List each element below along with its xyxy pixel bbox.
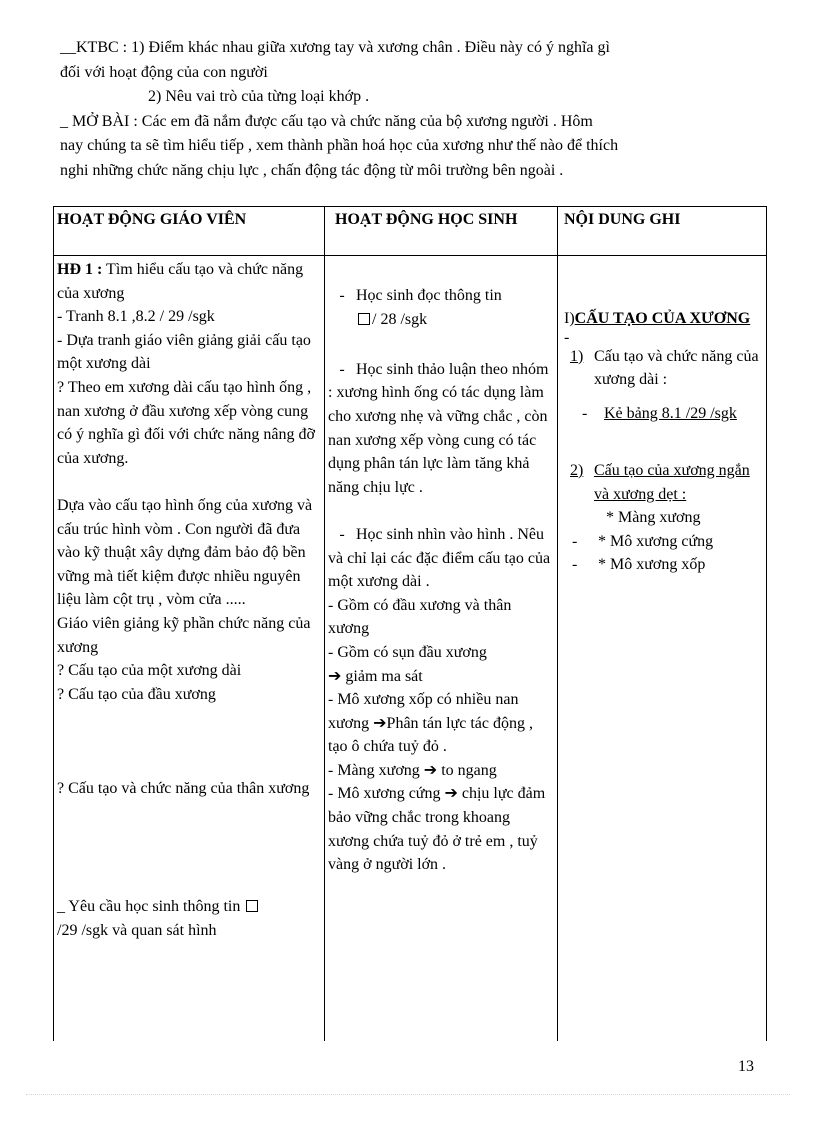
teacher-question: ? Theo em xương dài cấu tạo hình ống , nan xương ở đầu xương xếp vòng cung có ý nghĩa gì đối với chức năng nâng đỡ của xương. [57,378,315,467]
content-column: I)CẤU TẠO CỦA XƯƠNG - 1) Cấu tạo và chức năng của xương dài : - Kẻ bảng 8.1 /29 /sgk 2) Cấu tạo của xương ngắn và xương dẹt : * Màng xương - * Mô xương cứng - * Mô xương xốp [558,256,767,1042]
teacher-item: Dựa vào cấu tạo hình ống của xương và cấu trúc hình vòm . Con người đã đưa vào kỹ thuật xây dựng đảm bảo độ bền vững mà tiết kiệm được nhiều nguyên liệu làm cột trụ , vòm cửa ..... [57,496,313,609]
arrow-right-icon: ➔ [328,667,342,685]
list-item: * Màng xương [606,509,701,527]
ktbc-line-2: đối với hoạt động của con người [60,63,268,81]
student-item: Học sinh thảo luận theo nhóm : xương hình ống có tác dụng làm cho xương nhẹ và vững chắc , còn nan xương xếp vòng cung có tác dụng phân tán lực làm tăng khả năng chịu lực . [328,360,549,496]
subsection-number: 1) [570,347,584,365]
header-teacher: HOẠT ĐỘNG GIÁO VIÊN [54,207,325,256]
student-item: Học sinh đọc thông tin [356,287,502,304]
student-point: to ngang [441,761,497,779]
section-number: I) [564,310,575,327]
teacher-question: ? Cấu tạo và chức năng của thân xương [57,780,310,798]
student-point: - Mô xương xốp có nhiều nan xương [328,691,519,732]
teacher-item: - Dựa tranh giáo viên giảng giải cấu tạo một xương dài [57,331,311,373]
lesson-table [53,206,767,1041]
section-title: CẤU TẠO CỦA XƯƠNG [574,310,751,327]
teacher-item: Giáo viên giảng kỹ phần chức năng của xương [57,614,311,656]
subsection-title: Cấu tạo của xương ngắn và xương dẹt : [594,461,750,503]
ktbc-line-1: __KTBC : 1) Điểm khác nhau giữa xương tay và xương chân . Điều này có ý nghĩa gì [60,39,610,56]
student-item: / 28 /sgk [372,310,428,328]
teacher-item: _ Yêu cầu học sinh thông tin [57,898,241,916]
arrow-right-icon: ➔ [423,761,438,779]
list-item: * Mô xương cứng [598,532,714,550]
page-footer-divider [26,1094,790,1095]
student-point: Phân tán lực tác động , tạo ô chứa tuỷ đỏ . [328,714,533,756]
student-point: - Gồm có đầu xương và thân xương [328,596,512,638]
table-header-row [54,207,767,256]
subsection-note: Kẻ bảng 8.1 /29 /sgk [604,404,737,422]
student-item: Học sinh nhìn vào hình . Nêu và chỉ lại các đặc điểm cấu tạo của một xương dài . [328,525,551,591]
checkbox-icon [358,313,370,325]
teacher-question: ? Cấu tạo của đầu xương [57,685,216,703]
teacher-column [54,256,325,1042]
teacher-item: - Tranh 8.1 ,8.2 / 29 /sgk [57,308,215,326]
ktbc-question-2: 2) Nêu vai trò của từng loại khớp . [148,88,370,105]
hd1-title: Tìm hiểu cấu tạo và chức năng của xương [57,261,304,302]
subsection-number: 2) [570,461,584,479]
arrow-right-icon: ➔ [373,714,387,732]
subsection-title: Cấu tạo và chức năng của xương dài : [594,347,759,389]
teacher-item: /29 /sgk và quan sát hình [57,921,217,939]
student-column: - Học sinh đọc thông tin / 28 /sgk - Học sinh thảo luận theo nhóm : xương hình ống có tác dụng làm cho xương nhẹ và vững chắc , còn nan xương xếp vòng cung có tác dụng phân tán lực làm tăng khả năng chịu lực . - Học sinh nhìn vào hình . Nêu và chỉ lại các đặc điểm cấu tạo của một xương dài . - Gồm có đầu xương và thân xương - Gồm có sụn đầu xương ➔ giảm ma sát - Mô xương xốp có nhiều nan xương ➔Phân tán lực tác động , tạo ô chứa tuỷ đỏ . - Màng xương ➔ to ngang - Mô xương cứng ➔ chịu lực đảm bảo vững chắc trong khoang xương chứa tuỷ đỏ ở trẻ em , tuỷ vàng ở người lớn . [325,256,558,1042]
arrow-right-icon: ➔ [444,785,458,803]
table-body-row [54,256,767,1042]
student-point: chịu lực đảm bảo vững chắc trong khoang xương chứa tuỷ đỏ ở trẻ em , tuỷ vàng ở người lớn . [328,785,546,874]
student-point: - Gồm có sụn đầu xương [328,643,487,661]
student-point: - Mô xương cứng [328,785,441,803]
intro-section [60,36,760,183]
page-number: 13 [738,1058,754,1075]
teacher-question: ? Cấu tạo của một xương dài [57,662,242,680]
student-point: giảm ma sát [345,667,423,685]
list-item: * Mô xương xốp [598,556,706,574]
header-student: HOẠT ĐỘNG HỌC SINH [325,207,558,256]
mobai-line-1: _ MỞ BÀI : Các em đã nắm được cấu tạo và chức năng của bộ xương người . Hôm [60,112,593,130]
hd1-label: HĐ 1 : [57,261,103,278]
mobai-line-2: nay chúng ta sẽ tìm hiểu tiếp , xem thành phần hoá học của xương như thế nào để thích [60,137,619,154]
student-point: - Màng xương [328,761,420,779]
header-content: NỘI DUNG GHI [558,207,767,256]
checkbox-icon [246,900,258,912]
mobai-line-3: nghi những chức năng chịu lực , chấn động tác động từ môi trường bên ngoài . [60,161,564,179]
